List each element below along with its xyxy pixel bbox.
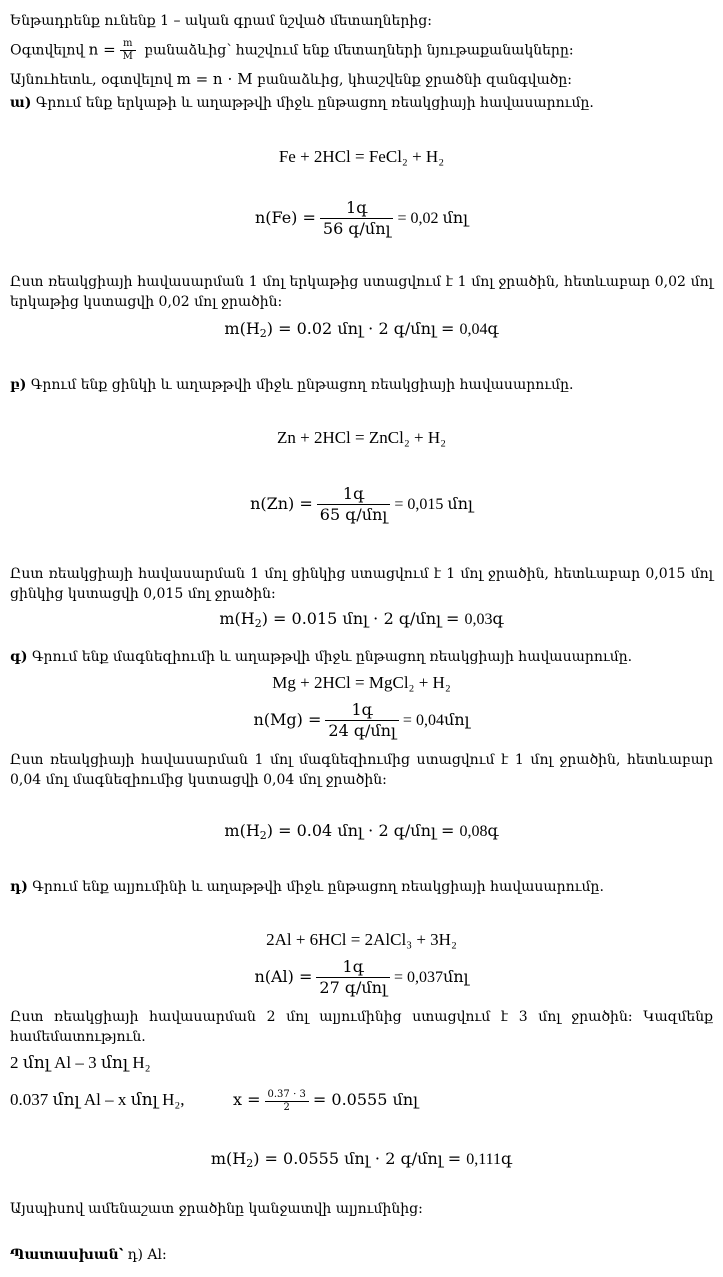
part-c-moles: n(Mg) = $\frac{\text{1գ}}{\text{24 գ/մոլ}}$ = 0,04մոլ — [253, 700, 470, 740]
part-d-reaction: 2Al + 6HCl = 2AlCl₃ + 3H₂ — [266, 930, 457, 949]
part-b-reaction: Zn + 2HCl = ZnCl₂ + H₂ — [276, 428, 447, 447]
part-d-explanation: Ըստ ռեակցիայի հավասարման 2 մոլ ալյումինից ստացվում է 3 մոլ ջրածին: Կազմենք համեմատություն. — [10, 1009, 713, 1045]
part-b-mass: $m(H_2) = 0.015$ մոլ ⋅ 2 գ/մոլ = 0,03գ — [219, 609, 504, 630]
part-d-mass: $m(H_2) = 0.0555$ մոլ ⋅ 2 գ/մոլ = 0,111գ — [210, 1149, 513, 1170]
part-c-explanation: Ըստ ռեակցիայի հավասարման 1 մոլ մագնեզիումից ստացվում է 1 մոլ ջրածին, հետևաբար 0,04 մոլ մագնեզիումից կստացվի 0,04 մոլ ջրածին: — [10, 752, 713, 788]
proportion-line-2: 0.037 մոլ Al – x մոլ H₂, x = $\frac{0.37 \cdot 3}{2}$ = 0.0555 մոլ — [10, 1088, 419, 1113]
part-b-moles: n(Zn) = $\frac{\text{1գ}}{\text{65 գ/մոլ}}$ = 0,015 մոլ — [250, 484, 473, 524]
intro-line-1: Ենթադրենք ունենք 1 – ական գրամ նշված մետաղներից: — [10, 13, 432, 29]
part-d-moles: n(Al) = $\frac{\text{1գ}}{\text{27 գ/մոլ}}$ = 0,037մոլ — [254, 957, 469, 997]
part-d-intro: դ) Գրում ենք ալյումինի և աղաթթվի միջև ընթացող ռեակցիայի հավասարումը. — [10, 879, 604, 895]
part-a-moles: n(Fe) = $\frac{\text{1գ}}{\text{56 գ/մոլ}}$ = 0,02 մոլ — [254, 198, 469, 238]
proportion-line-1: 2 մոլ Al – 3 մոլ H₂ — [10, 1053, 151, 1072]
intro-line-2: Օգտվելով n = $\frac{m}{M}$ բանաձևից՝ հաշվում ենք մետաղների նյութաքանակները: — [10, 38, 574, 62]
n-formula-fraction: $\frac{m}{M}$ — [120, 38, 136, 63]
part-c-reaction: Mg + 2HCl = MgCl₂ + H₂ — [272, 673, 451, 692]
part-a-explanation: Ըստ ռեակցիայի հավասարման 1 մոլ երկաթից ստացվում է 1 մոլ ջրածին, հետևաբար 0,02 մոլ երկաթից կստացվի 0,02 մոլ ջրածին: — [10, 274, 713, 310]
answer: Պատասխան՝ դ) Al: — [10, 1247, 167, 1263]
conclusion: Այսպիսով ամենաշատ ջրածինը կանջատվի ալյումինից: — [10, 1201, 423, 1217]
part-c-mass: $m(H_2) = 0.04$ մոլ ⋅ 2 գ/մոլ = 0,08գ — [224, 821, 499, 842]
part-c-intro: գ) Գրում ենք մագնեզիումի և աղաթթվի միջև ընթացող ռեակցիայի հավասարումը. — [10, 649, 633, 665]
intro-line-3: Այնուհետև, օգտվելով m = n ⋅ M բանաձևից, կհաշվենք ջրածնի զանգվածը: — [10, 70, 572, 88]
part-a-intro: ա) Գրում ենք երկաթի և աղաթթվի միջև ընթացող ռեակցիայի հավասարումը. — [10, 95, 594, 111]
part-b-explanation: Ըստ ռեակցիայի հավասարման 1 մոլ ցինկից ստացվում է 1 մոլ ջրածին, հետևաբար 0,015 մոլ ցինկից կստացվի 0,015 մոլ ջրածին: — [10, 566, 713, 602]
part-a-reaction: Fe + 2HCl = FeCl₂ + H₂ — [278, 147, 445, 166]
part-b-intro: բ) Գրում ենք ցինկի և աղաթթվի միջև ընթացող ռեակցիայի հավասարումը. — [10, 377, 574, 393]
part-a-mass: $m(H_2) = 0.02$ մոլ ⋅ 2 գ/մոլ = 0,04գ — [224, 319, 499, 340]
